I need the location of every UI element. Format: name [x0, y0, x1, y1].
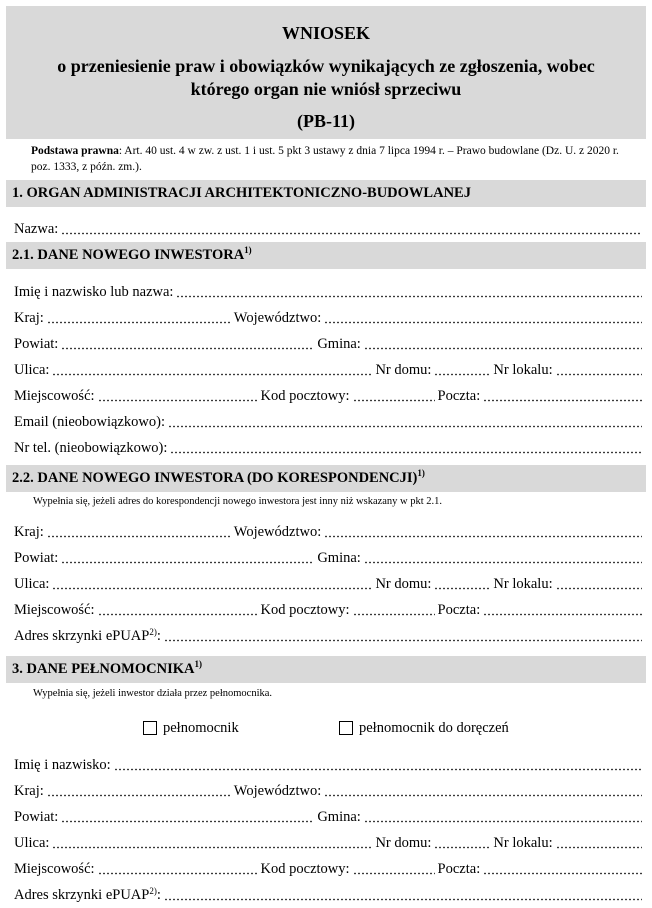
input-inwestor-nrtel[interactable] [170, 440, 642, 454]
label-nr-lokalu: Nr lokalu: [493, 576, 553, 592]
checkbox-pelnomocnik[interactable] [143, 719, 239, 737]
input-inwestor-kod[interactable] [353, 388, 435, 402]
label-wojewodztwo: Województwo: [233, 783, 322, 799]
field-kor-epuap [14, 626, 642, 646]
section-2-2-note: Wypełnia się, jeżeli adres do korespondencji nowego inwestora jest inny niż wskazany w pkt 2.1. [33, 496, 443, 507]
input-inwestor-nr-lokalu[interactable] [556, 362, 642, 376]
label-nr-tel: Nr tel. (nieobowiązkowo): [14, 440, 168, 456]
field-pel-powiat-gmina [14, 807, 642, 827]
label-ulica: Ulica: [14, 576, 50, 592]
input-inwestor-email[interactable] [168, 414, 642, 428]
section-3-note: Wypełnia się, jeżeli inwestor działa przez pełnomocnika. [33, 688, 273, 699]
label-epuap-text: Adres skrzynki ePUAP [14, 628, 150, 644]
field-pel-kraj-woj [14, 781, 642, 801]
input-pel-nr-domu[interactable] [434, 835, 490, 849]
section-2-1-header [6, 242, 646, 269]
section-1-header [6, 180, 646, 207]
input-pel-epuap[interactable] [164, 887, 642, 901]
section-2-2-title: 2.2. DANE NOWEGO INWESTORA (DO KORESPONDENCJI) [12, 470, 418, 486]
input-kor-epuap[interactable] [164, 628, 642, 642]
label-powiat: Powiat: [14, 809, 59, 825]
field-kor-kraj-woj [14, 522, 642, 542]
section-2-2-header [6, 465, 646, 492]
label-powiat: Powiat: [14, 550, 59, 566]
input-kor-ulica[interactable] [52, 576, 372, 590]
input-pel-kraj[interactable] [47, 783, 231, 797]
section-1-title: 1. ORGAN ADMINISTRACJI ARCHITEKTONICZNO-BUDOWLANEJ [12, 185, 471, 201]
input-kor-gmina[interactable] [364, 550, 642, 564]
field-inwestor-nrtel [14, 438, 642, 458]
checkbox-box[interactable] [143, 721, 157, 735]
label-email: Email (nieobowiązkowo): [14, 414, 165, 430]
label-wojewodztwo: Województwo: [233, 524, 322, 540]
field-inwestor-email [14, 412, 642, 432]
label-gmina: Gmina: [317, 336, 361, 352]
input-pel-miejscowosc[interactable] [98, 861, 258, 875]
field-kor-miejscowosc [14, 600, 642, 620]
field-kor-ulica [14, 574, 642, 594]
label-epuap [14, 626, 161, 646]
field-inwestor-imie [14, 282, 642, 302]
input-kor-kraj[interactable] [47, 524, 231, 538]
label-wojewodztwo: Województwo: [233, 310, 322, 326]
input-pel-powiat[interactable] [61, 809, 314, 823]
label-gmina: Gmina: [317, 809, 361, 825]
input-pel-woj[interactable] [324, 783, 642, 797]
footnote-ref: 1) [417, 468, 425, 478]
input-inwestor-powiat[interactable] [61, 336, 314, 350]
field-inwestor-kraj-woj [14, 308, 642, 328]
field-pel-imie [14, 755, 642, 775]
checkbox-pelnomocnik-doreczen[interactable] [339, 719, 509, 737]
label-gmina: Gmina: [317, 550, 361, 566]
field-organ-nazwa [14, 219, 642, 239]
label-kraj: Kraj: [14, 783, 44, 799]
form-title-box [6, 6, 646, 139]
label-ulica: Ulica: [14, 362, 50, 378]
footnote-ref: 1) [194, 659, 202, 669]
label-miejscowosc: Miejscowość: [14, 861, 95, 877]
field-inwestor-miejscowosc [14, 386, 642, 406]
input-kor-powiat[interactable] [61, 550, 314, 564]
input-kor-woj[interactable] [324, 524, 642, 538]
label-nazwa: Nazwa: [14, 221, 59, 237]
section-3-header [6, 656, 646, 683]
input-pel-imie[interactable] [114, 757, 642, 771]
label-nr-domu: Nr domu: [375, 835, 432, 851]
checkbox-box[interactable] [339, 721, 353, 735]
field-inwestor-ulica [14, 360, 642, 380]
legal-basis-text: : Art. 40 ust. 4 w zw. z ust. 1 i ust. 5 pkt 3 ustawy z dnia 7 lipca 1994 r. – Prawo budowlane (Dz. U. z 2020 r. poz. 1333, z późn. zm.). [31, 145, 619, 173]
input-inwestor-poczta[interactable] [483, 388, 642, 402]
label-colon: : [156, 887, 161, 903]
form-subtitle-line1: o przeniesienie praw i obowiązków wynikających ze zgłoszenia, wobec [57, 56, 595, 76]
label-imie-nazwisko: Imię i nazwisko: [14, 757, 111, 773]
label-kod-pocztowy: Kod pocztowy: [260, 388, 350, 404]
input-organ-nazwa[interactable] [61, 221, 642, 235]
input-inwestor-nr-domu[interactable] [434, 362, 490, 376]
field-pel-epuap [14, 885, 642, 905]
field-inwestor-powiat-gmina [14, 334, 642, 354]
footnote-ref: 1) [244, 245, 252, 255]
input-kor-kod[interactable] [353, 602, 435, 616]
label-kraj: Kraj: [14, 524, 44, 540]
field-kor-powiat-gmina [14, 548, 642, 568]
label-epuap-text: Adres skrzynki ePUAP [14, 887, 150, 903]
label-nr-lokalu: Nr lokalu: [493, 362, 553, 378]
footnote-ref: 2) [149, 627, 157, 637]
label-colon: : [156, 628, 161, 644]
label-nr-lokalu: Nr lokalu: [493, 835, 553, 851]
label-ulica: Ulica: [14, 835, 50, 851]
input-inwestor-ulica[interactable] [52, 362, 372, 376]
input-pel-ulica[interactable] [52, 835, 372, 849]
input-inwestor-gmina[interactable] [364, 336, 642, 350]
checkbox-label: pełnomocnik do doręczeń [359, 720, 509, 736]
input-pel-kod[interactable] [353, 861, 435, 875]
input-inwestor-miejscowosc[interactable] [98, 388, 258, 402]
label-miejscowosc: Miejscowość: [14, 388, 95, 404]
input-kor-miejscowosc[interactable] [98, 602, 258, 616]
input-kor-poczta[interactable] [483, 602, 642, 616]
label-poczta: Poczta: [437, 861, 481, 877]
input-pel-poczta[interactable] [483, 861, 642, 875]
footnote-ref: 2) [149, 886, 157, 896]
input-inwestor-imie[interactable] [176, 284, 642, 298]
legal-basis [31, 143, 631, 175]
field-pel-ulica [14, 833, 642, 853]
input-kor-nr-domu[interactable] [434, 576, 490, 590]
label-miejscowosc: Miejscowość: [14, 602, 95, 618]
form-subtitle-line2: którego organ nie wniósł sprzeciwu [190, 79, 462, 99]
checkbox-label: pełnomocnik [163, 720, 239, 736]
label-epuap [14, 885, 161, 905]
form-title: WNIOSEK [281, 23, 371, 43]
label-kod-pocztowy: Kod pocztowy: [260, 602, 350, 618]
input-kor-nr-lokalu[interactable] [556, 576, 642, 590]
label-kraj: Kraj: [14, 310, 44, 326]
field-pel-miejscowosc [14, 859, 642, 879]
label-imie-nazwisko: Imię i nazwisko lub nazwa: [14, 284, 174, 300]
label-nr-domu: Nr domu: [375, 576, 432, 592]
input-pel-nr-lokalu[interactable] [556, 835, 642, 849]
legal-basis-label: Podstawa prawna [31, 145, 119, 157]
label-poczta: Poczta: [437, 388, 481, 404]
input-inwestor-kraj[interactable] [47, 310, 231, 324]
section-3-title: 3. DANE PEŁNOMOCNIKA [12, 661, 195, 677]
form-code: (PB-11) [297, 111, 355, 131]
input-pel-gmina[interactable] [364, 809, 642, 823]
section-2-1-title: 2.1. DANE NOWEGO INWESTORA [12, 247, 245, 263]
input-inwestor-woj[interactable] [324, 310, 642, 324]
label-kod-pocztowy: Kod pocztowy: [260, 861, 350, 877]
label-nr-domu: Nr domu: [375, 362, 432, 378]
label-powiat: Powiat: [14, 336, 59, 352]
label-poczta: Poczta: [437, 602, 481, 618]
